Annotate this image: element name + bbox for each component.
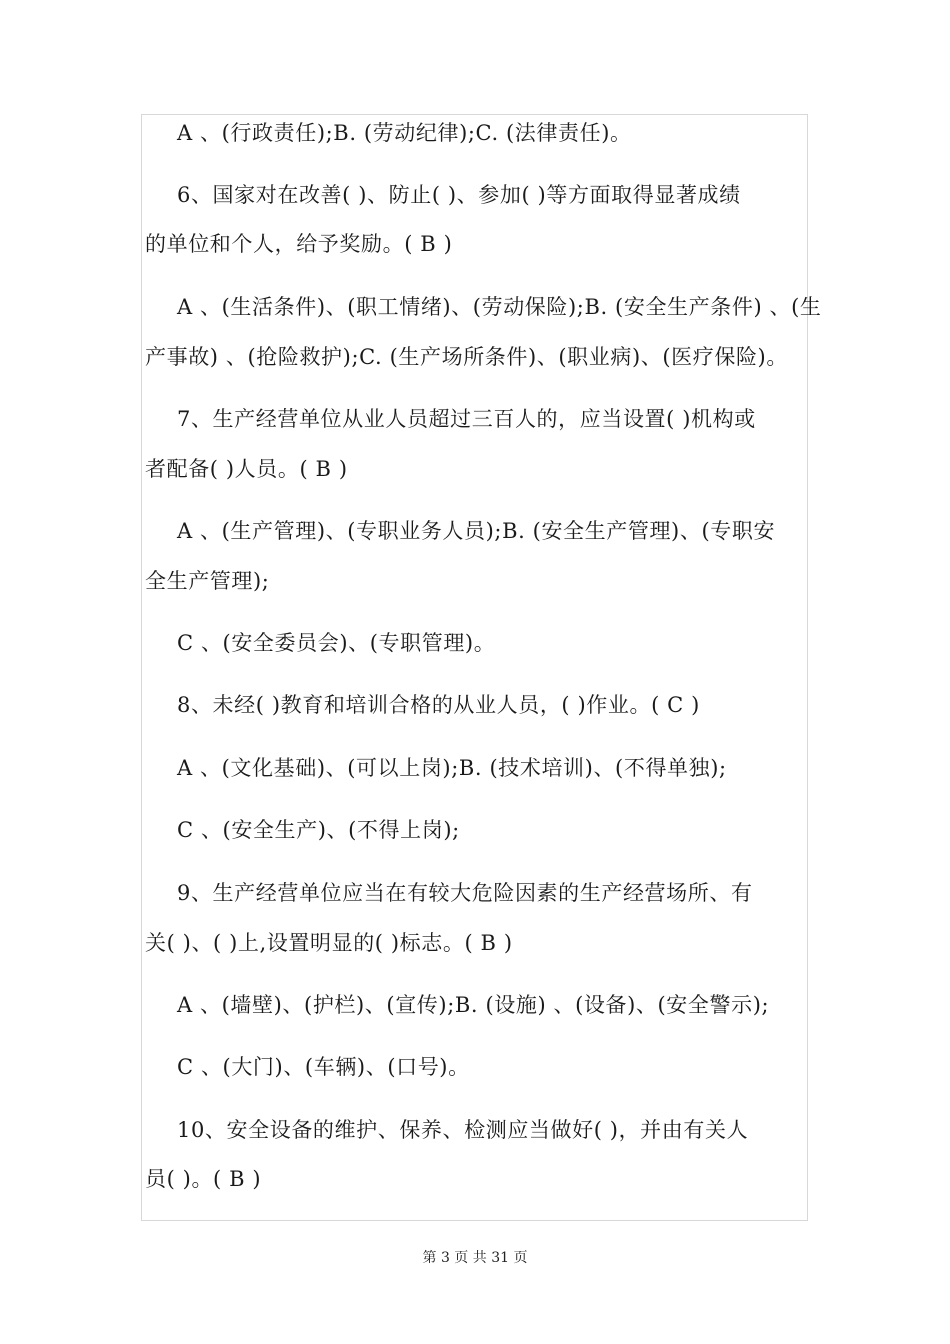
question-line: 员( )。( B )	[145, 1167, 262, 1191]
option-line: C 、(安全委员会)、(专职管理)。	[177, 631, 496, 655]
question-line: 10、安全设备的维护、保养、检测应当做好( )，并由有关人	[177, 1118, 749, 1142]
option-line: C 、(大门)、(车辆)、(口号)。	[177, 1055, 470, 1079]
question-line: 关( )、( )上,设置明显的( )标志。( B )	[145, 931, 513, 955]
question-line: 7、生产经营单位从业人员超过三百人的，应当设置( )机构或	[177, 407, 756, 431]
option-line: C 、(安全生产)、(不得上岗);	[177, 818, 460, 842]
option-line: A 、(墙壁)、(护栏)、(宣传);B. (设施) 、(设备)、(安全警示);	[177, 993, 770, 1017]
question-line: 的单位和个人，给予奖励。( B )	[145, 232, 453, 256]
option-line: 全生产管理);	[145, 569, 270, 593]
question-line: 6、国家对在改善( )、防止( )、参加( )等方面取得显著成绩	[177, 183, 741, 207]
page-number: 第 3 页 共 31 页	[422, 1250, 528, 1266]
question-line: 者配备( )人员。( B )	[145, 457, 348, 481]
option-line: A 、(行政责任);B. (劳动纪律);C. (法律责任)。	[177, 121, 632, 145]
question-line: 8、未经( )教育和培训合格的从业人员，( )作业。( C )	[177, 693, 700, 717]
option-line: A 、(文化基础)、(可以上岗);B. (技术培训)、(不得单独);	[177, 756, 727, 780]
option-line: A 、(生活条件)、(职工情绪)、(劳动保险);B. (安全生产条件) 、(生	[177, 295, 822, 319]
question-line: 9、生产经营单位应当在有较大危险因素的生产经营场所、有	[177, 881, 753, 905]
option-line: 产事故) 、(抢险救护);C. (生产场所条件)、(职业病)、(医疗保险)。	[145, 345, 788, 369]
option-line: A 、(生产管理)、(专职业务人员);B. (安全生产管理)、(专职安	[177, 519, 776, 543]
